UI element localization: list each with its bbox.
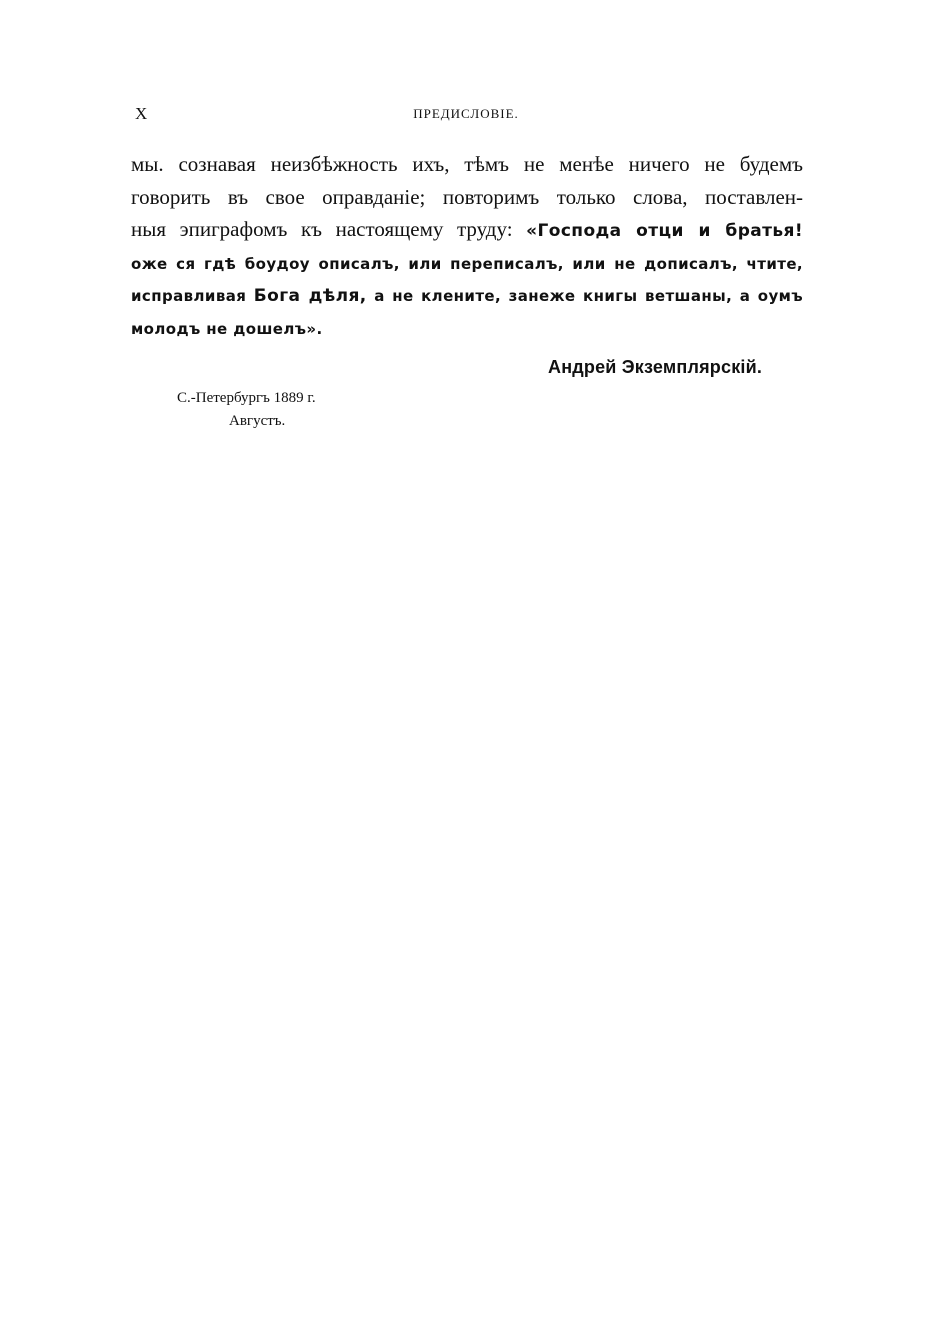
epigraph-line-3: молодъ не дошелъ». [131, 319, 323, 338]
page-header [131, 104, 801, 130]
epigraph-line-2 [131, 280, 803, 313]
epigraph-line-2-c: а не клените, занеже книгы ветшаны, а оумъ [374, 287, 803, 305]
epigraph-line-2-b: Бога дѣля, [253, 286, 367, 306]
text-line-2: говорить въ свое оправданіе; повторимъ только слова, поставлен- [131, 184, 803, 209]
text-line-1: мы. сознавая неизбѣжность ихъ, тѣмъ не менѣе ничего не будемъ [131, 152, 803, 176]
place-date: С.-Петербургъ 1889 г. [177, 390, 316, 406]
body-text [131, 148, 803, 345]
page-number: X [135, 104, 148, 123]
text-line-3 [131, 213, 803, 248]
text-line-3-plain: ныя эпиграфомъ къ настоящему труду: [131, 217, 513, 241]
running-head: ПРЕДИСЛОВІЕ. [413, 106, 519, 121]
epigraph-quote-start: «Господа отци и братья! [526, 221, 804, 241]
epigraph-line-1: оже ся гдѣ боудоу описалъ, или переписалъ, или не дописалъ, чтите, [131, 254, 803, 273]
month: Августъ. [229, 413, 286, 429]
author-signature: Андрей Экземплярскій. [548, 357, 763, 377]
epigraph-line-2-a: исправливая [131, 287, 247, 305]
